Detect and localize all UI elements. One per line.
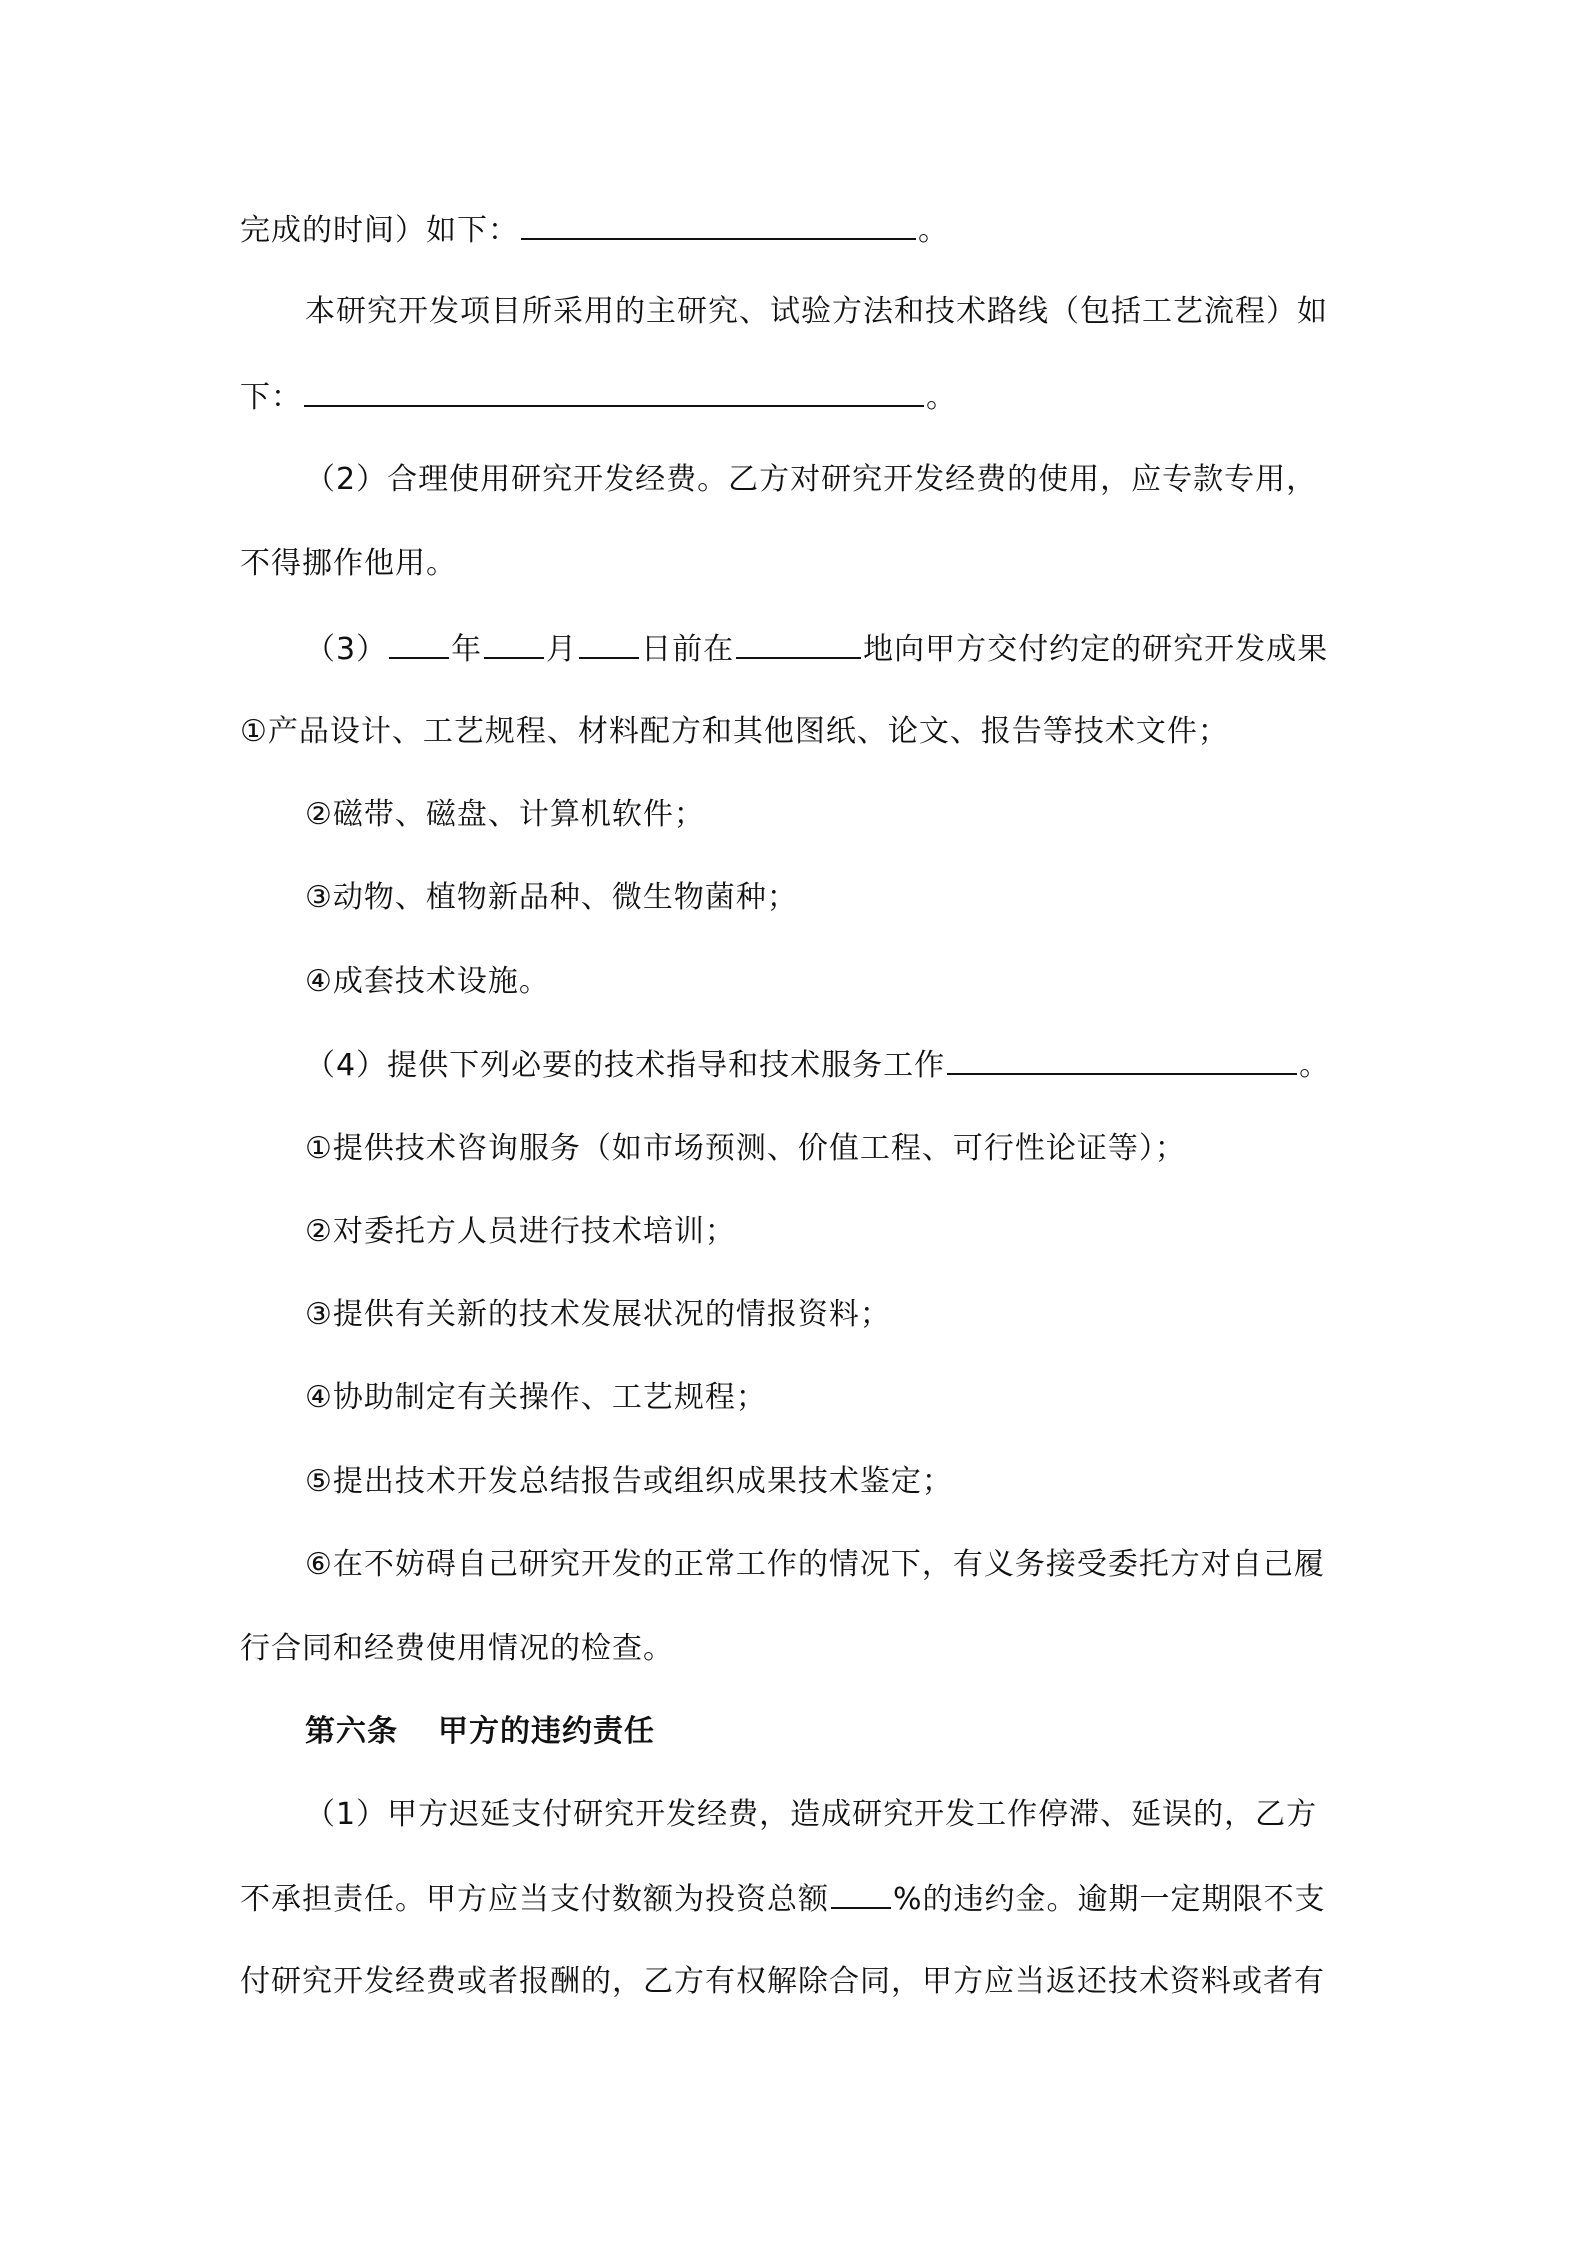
blank-location	[736, 627, 861, 659]
blank-year	[389, 627, 449, 659]
text-deliver: 地向甲方交付约定的研究开发成果	[863, 632, 1329, 667]
text-line-19	[305, 1793, 1350, 1837]
section-heading	[305, 1710, 1350, 1754]
text-deliverable-2: ②磁带、磁盘、计算机软件；	[305, 797, 705, 832]
blank-month	[484, 627, 544, 659]
blank-percentage	[831, 1877, 891, 1909]
text-service-1: ①提供技术咨询服务（如市场预测、价值工程、可行性论证等）；	[305, 1131, 1186, 1166]
text-line-21	[240, 1960, 1350, 2004]
heading-article-six: 第六条	[305, 1714, 398, 1749]
text-month: 月	[546, 632, 578, 667]
text-inspection: 行合同和经费使用情况的检查。	[240, 1631, 674, 1666]
text-methods: 本研究开发项目所采用的主研究、试验方法和技术路线（包括工艺流程）如	[305, 294, 1328, 329]
text-item-3: （3）	[305, 632, 388, 667]
text-line-5	[240, 542, 1350, 586]
text-deliverable-4: ④成套技术设施。	[305, 964, 550, 999]
text-line-15	[305, 1376, 1350, 1420]
text-line-7	[240, 710, 1350, 754]
heading-party-a-liability: 甲方的违约责任	[438, 1714, 655, 1749]
text-liability-4: 付研究开发经费或者报酬的，乙方有权解除合同，甲方应当返还技术资料或者有	[240, 1964, 1325, 1999]
text-service-5: ⑤提出技术开发总结报告或组织成果技术鉴定；	[305, 1464, 953, 1499]
blank-day	[579, 627, 639, 659]
text-line-16	[305, 1460, 1350, 1504]
text-item-4: （4）提供下列必要的技术指导和技术服务工作	[305, 1048, 946, 1083]
blank-methods	[304, 375, 924, 407]
text-year: 年	[451, 632, 483, 667]
text-line-3	[240, 375, 1350, 419]
text-no-misuse: 不得挪作他用。	[240, 546, 457, 581]
text-line-20	[240, 1877, 1350, 1921]
text-below: 下：	[240, 380, 302, 415]
text-service-2: ②对委托方人员进行技术培训；	[305, 1214, 736, 1249]
text-line-11	[305, 1043, 1350, 1087]
text-deliverable-1: ①产品设计、工艺规程、材料配方和其他图纸、论文、报告等技术文件；	[240, 714, 1229, 749]
text-completion-time: 完成的时间）如下：	[240, 213, 519, 248]
text-line-6	[305, 627, 1350, 671]
text-deliverable-3: ③动物、植物新品种、微生物菌种；	[305, 880, 798, 915]
text-service-4: ④协助制定有关操作、工艺规程；	[305, 1380, 767, 1415]
text-liability-3: %的违约金。逾期一定期限不支	[893, 1882, 1326, 1917]
text-service-3: ③提供有关新的技术发展状况的情报资料；	[305, 1297, 891, 1332]
text-day-before: 日前在	[641, 632, 735, 667]
text-line-9	[305, 876, 1350, 920]
text-line-14	[305, 1293, 1350, 1337]
text-liability-1: （1）甲方迟延支付研究开发经费，造成研究开发工作停滞、延误的，乙方	[305, 1797, 1318, 1832]
text-line-10	[305, 960, 1350, 1004]
text-period: 。	[918, 213, 949, 248]
blank-completion-time	[521, 208, 916, 240]
text-item-2: （2）合理使用研究开发经费。乙方对研究开发经费的使用，应专款专用，	[305, 462, 1318, 497]
text-line-17	[305, 1543, 1350, 1587]
text-liability-2: 不承担责任。甲方应当支付数额为投资总额	[240, 1882, 829, 1917]
text-line-4	[305, 458, 1350, 502]
text-line-12	[305, 1127, 1350, 1171]
blank-services	[947, 1043, 1297, 1075]
text-line-8	[305, 793, 1350, 837]
text-line-13	[305, 1210, 1350, 1254]
text-period-3: 。	[1299, 1048, 1331, 1083]
text-period-2: 。	[926, 380, 957, 415]
text-service-6: ⑥在不妨碍自己研究开发的正常工作的情况下，有义务接受委托方对自己履	[305, 1547, 1325, 1582]
text-line-18	[240, 1627, 1350, 1671]
text-line-2	[305, 290, 1350, 334]
text-line-1	[240, 208, 1350, 252]
